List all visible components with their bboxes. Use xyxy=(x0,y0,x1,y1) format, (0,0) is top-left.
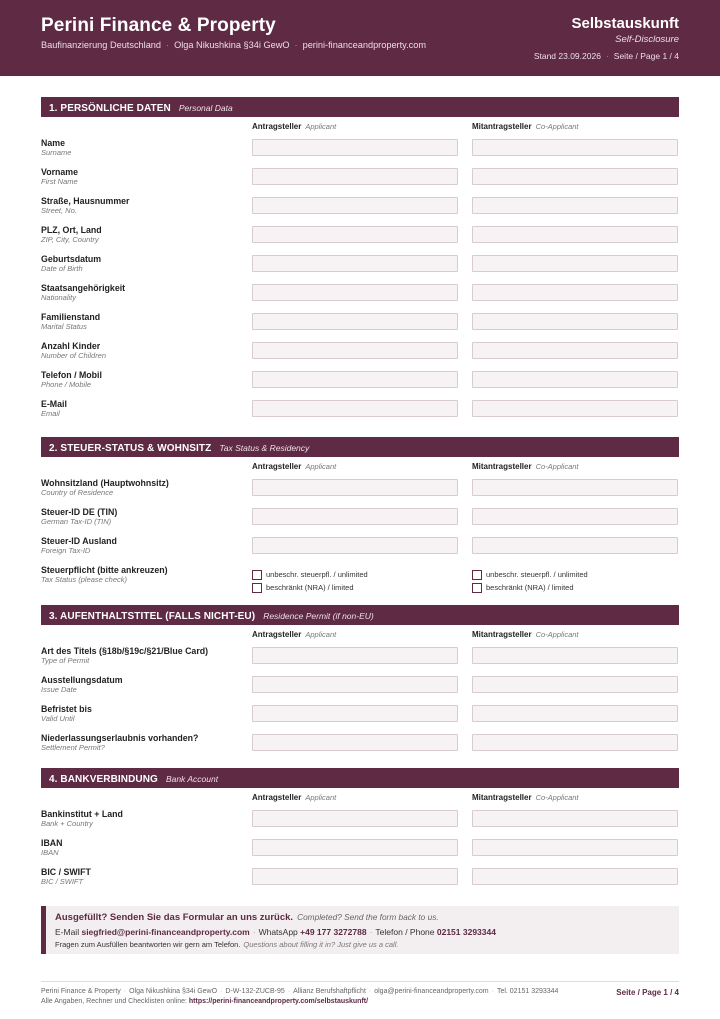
brand-name: Perini Finance & Property xyxy=(41,15,276,36)
coapplicant-input-field[interactable] xyxy=(472,255,678,272)
checkbox-box[interactable] xyxy=(472,583,482,593)
field-label xyxy=(41,225,246,244)
field-label-en: Surname xyxy=(41,148,72,157)
field-label-de: Familienstand xyxy=(41,312,101,322)
checkbox-unlimited-applicant[interactable]: unbeschr. steuerpfl. / unlimited xyxy=(252,568,368,581)
coapplicant-input-field[interactable] xyxy=(472,508,678,525)
doc-page: Seite / Page 1 / 4 xyxy=(613,51,679,61)
field-label-en: ZIP, City, Country xyxy=(41,235,99,244)
field-label xyxy=(41,838,246,857)
field-label xyxy=(41,507,246,526)
column-headers xyxy=(41,788,679,808)
form-row-tax-liability xyxy=(41,564,679,596)
return-form-callout xyxy=(41,906,679,954)
field-label-en: Street, No. xyxy=(41,206,77,215)
applicant-input-field[interactable] xyxy=(252,226,458,243)
field-label-de: Art des Titels (§18b/§19c/§21/Blue Card) xyxy=(41,646,209,656)
coapplicant-input-field[interactable] xyxy=(472,197,678,214)
form-row xyxy=(41,674,679,703)
section-header xyxy=(41,97,679,117)
coapplicant-input-field[interactable] xyxy=(472,400,678,417)
field-label-de: Anzahl Kinder xyxy=(41,341,101,351)
form-row xyxy=(41,311,679,340)
coapplicant-input-field[interactable] xyxy=(472,537,678,554)
field-label-de: Niederlassungserlaubnis vorhanden? xyxy=(41,733,199,743)
applicant-input-field[interactable] xyxy=(252,284,458,301)
field-label xyxy=(41,733,246,752)
applicant-tax-options xyxy=(252,568,368,594)
section-personal-data xyxy=(41,97,679,427)
field-label xyxy=(41,867,246,886)
doc-title: Selbstauskunft xyxy=(571,15,679,32)
field-label xyxy=(41,809,246,828)
field-label-de: Befristet bis xyxy=(41,704,92,714)
field-label xyxy=(41,167,246,186)
applicant-input-field[interactable] xyxy=(252,705,458,722)
form-row xyxy=(41,477,679,506)
field-label-de: Steuer-ID Ausland xyxy=(41,536,117,546)
section-title: 4. BANKVERBINDUNG xyxy=(49,774,158,785)
applicant-input-field[interactable] xyxy=(252,508,458,525)
applicant-input-field[interactable] xyxy=(252,479,458,496)
footer-page-number: Seite / Page 1 / 4 xyxy=(616,988,679,997)
field-label-en: Type of Permit xyxy=(41,656,90,665)
col-head-coapplicant: Mitantragsteller Co-Applicant xyxy=(472,630,579,639)
coapplicant-input-field[interactable] xyxy=(472,139,678,156)
checkbox-limited-applicant[interactable]: beschränkt (NRA) / limited xyxy=(252,581,368,594)
form-row xyxy=(41,253,679,282)
applicant-input-field[interactable] xyxy=(252,313,458,330)
field-label xyxy=(41,399,246,418)
applicant-input-field[interactable] xyxy=(252,537,458,554)
brand-tagline: Baufinanzierung Deutschland xyxy=(41,40,162,50)
applicant-input-field[interactable] xyxy=(252,400,458,417)
col-head-applicant: Antragsteller Applicant xyxy=(252,462,337,471)
applicant-input-field[interactable] xyxy=(252,371,458,388)
coapplicant-input-field[interactable] xyxy=(472,371,678,388)
field-label xyxy=(41,704,246,723)
field-label-en: BIC / SWIFT xyxy=(41,877,84,886)
coapplicant-input-field[interactable] xyxy=(472,342,678,359)
form-row xyxy=(41,837,679,866)
contact-whatsapp-link[interactable]: +49 177 3272788 xyxy=(300,927,367,937)
field-label xyxy=(41,341,246,360)
field-label-de: Wohnsitzland (Hauptwohnsitz) xyxy=(41,478,169,488)
field-label-de: Staatsangehörigkeit xyxy=(41,283,126,293)
coapplicant-input-field[interactable] xyxy=(472,839,678,856)
field-label xyxy=(41,196,246,215)
form-row xyxy=(41,506,679,535)
applicant-input-field[interactable] xyxy=(252,839,458,856)
field-label-en: Phone / Mobile xyxy=(41,380,92,389)
field-label-en: Nationality xyxy=(41,293,77,302)
coapplicant-input-field[interactable] xyxy=(472,705,678,722)
applicant-input-field[interactable] xyxy=(252,342,458,359)
form-row xyxy=(41,808,679,837)
footer-online: Alle Angaben, Rechner und Checklisten online: https://perini-financeandproperty.com/selbstauskunft/ xyxy=(41,998,369,1005)
field-label-en: Number of Children xyxy=(41,351,107,360)
field-label-en: Issue Date xyxy=(41,685,77,694)
checkbox-unlimited-coapplicant[interactable]: unbeschr. steuerpfl. / unlimited xyxy=(472,568,588,581)
section-header xyxy=(41,437,679,457)
field-label-en: Marital Status xyxy=(41,322,87,331)
field-label-de: Bankinstitut + Land xyxy=(41,809,123,819)
form-row xyxy=(41,137,679,166)
field-label-de: Geburtsdatum xyxy=(41,254,102,264)
field-label-en: Bank + Country xyxy=(41,819,93,828)
brand-subline: Baufinanzierung Deutschland · Olga Nikushkina §34i GewO · perini-financeandproperty.com xyxy=(41,40,426,50)
col-head-coapplicant: Mitantragsteller Co-Applicant xyxy=(472,793,579,802)
column-headers xyxy=(41,457,679,477)
coapplicant-input-field[interactable] xyxy=(472,647,678,664)
coapplicant-input-field[interactable] xyxy=(472,734,678,751)
coapplicant-input-field[interactable] xyxy=(472,676,678,693)
contact-phone-link[interactable]: 02151 3293344 xyxy=(436,927,496,937)
section-subtitle: Residence Permit (if non-EU) xyxy=(263,611,374,621)
applicant-input-field[interactable] xyxy=(252,734,458,751)
brand-website[interactable]: perini-financeandproperty.com xyxy=(302,40,426,50)
field-label xyxy=(41,283,246,302)
applicant-input-field[interactable] xyxy=(252,255,458,272)
form-row xyxy=(41,340,679,369)
section-header xyxy=(41,768,679,788)
column-headers xyxy=(41,625,679,645)
coapplicant-input-field[interactable] xyxy=(472,226,678,243)
coapplicant-tax-options xyxy=(472,568,588,594)
doc-subtitle: Self-Disclosure xyxy=(615,34,679,45)
section-subtitle: Bank Account xyxy=(165,774,219,784)
field-label xyxy=(41,138,246,157)
coapplicant-input-field[interactable] xyxy=(472,168,678,185)
form-row xyxy=(41,535,679,564)
section-bank-account xyxy=(41,768,679,895)
field-label-de: IBAN xyxy=(41,838,63,848)
checkbox-box[interactable] xyxy=(252,570,262,580)
footer-email-link[interactable]: olga@perini-financeandproperty.com xyxy=(374,988,489,995)
field-label xyxy=(41,675,246,694)
coapplicant-input-field[interactable] xyxy=(472,313,678,330)
col-head-applicant: Antragsteller Applicant xyxy=(252,122,337,131)
field-label-de: E-Mail xyxy=(41,399,67,409)
coapplicant-input-field[interactable] xyxy=(472,479,678,496)
field-label-de: Telefon / Mobil xyxy=(41,370,102,380)
form-row xyxy=(41,866,679,895)
checkbox-box[interactable] xyxy=(472,570,482,580)
field-label-en: Country of Residence xyxy=(41,488,114,497)
page-footer xyxy=(41,981,679,1005)
form-row xyxy=(41,282,679,311)
form-row xyxy=(41,166,679,195)
form-row xyxy=(41,703,679,732)
applicant-input-field[interactable] xyxy=(252,647,458,664)
field-label xyxy=(41,536,246,555)
field-label-en: First Name xyxy=(41,177,78,186)
form-row xyxy=(41,224,679,253)
checkbox-limited-coapplicant[interactable]: beschränkt (NRA) / limited xyxy=(472,581,588,594)
field-label-en: Valid Until xyxy=(41,714,75,723)
section-subtitle: Personal Data xyxy=(178,103,233,113)
footer-url-link[interactable]: https://perini-financeandproperty.com/selbstauskunft/ xyxy=(188,998,369,1005)
footer-legal: Perini Finance & Property · Olga Nikushkina §34i GewO · D-W-132-ZUCB-95 · Allianz Berufshaftpflicht · olga@perini-financeandproperty.com · Tel. 02151 3293344 xyxy=(41,988,559,995)
field-label-en: German Tax-ID (TIN) xyxy=(41,517,112,526)
field-label-de: Steuer-ID DE (TIN) xyxy=(41,507,118,517)
callout-help: Fragen zum Ausfüllen beantworten wir gern am Telefon. Questions about filling it in? Just give us a call. xyxy=(55,940,399,949)
field-label-en: Email xyxy=(41,409,60,418)
callout-title: Ausgefüllt? Senden Sie das Formular an uns zurück. Completed? Send the form back to us. xyxy=(55,912,439,923)
applicant-input-field[interactable] xyxy=(252,168,458,185)
col-head-coapplicant: Mitantragsteller Co-Applicant xyxy=(472,122,579,131)
field-label-en: IBAN xyxy=(41,848,59,857)
form-row xyxy=(41,398,679,427)
doc-meta: Stand 23.09.2026 · Seite / Page 1 / 4 xyxy=(533,51,679,61)
field-label-de: BIC / SWIFT xyxy=(41,867,91,877)
coapplicant-input-field[interactable] xyxy=(472,868,678,885)
section-title: 2. STEUER-STATUS & WOHNSITZ xyxy=(49,443,212,454)
applicant-input-field[interactable] xyxy=(252,810,458,827)
field-label xyxy=(41,646,246,665)
form-row xyxy=(41,645,679,674)
form-row xyxy=(41,369,679,398)
field-label-en: Settlement Permit? xyxy=(41,743,105,752)
field-label-de: Straße, Hausnummer xyxy=(41,196,130,206)
field-label xyxy=(41,254,246,273)
field-label xyxy=(41,478,246,497)
contact-email-link[interactable]: siegfried@perini-financeandproperty.com xyxy=(81,927,250,937)
brand-advisor: Olga Nikushkina §34i GewO xyxy=(174,40,290,50)
col-head-applicant: Antragsteller Applicant xyxy=(252,793,337,802)
section-title: 3. AUFENTHALTSTITEL (FALLS NICHT-EU) xyxy=(49,611,256,622)
applicant-input-field[interactable] xyxy=(252,197,458,214)
section-residence-permit xyxy=(41,605,679,761)
field-label xyxy=(41,312,246,331)
form-row xyxy=(41,732,679,761)
field-label-en: Foreign Tax-ID xyxy=(41,546,91,555)
section-subtitle: Tax Status & Residency xyxy=(219,443,310,453)
section-tax-status xyxy=(41,437,679,596)
field-label-de: Ausstellungsdatum xyxy=(41,675,123,685)
field-label-de: Name xyxy=(41,138,65,148)
col-head-coapplicant: Mitantragsteller Co-Applicant xyxy=(472,462,579,471)
column-headers xyxy=(41,117,679,137)
col-head-applicant: Antragsteller Applicant xyxy=(252,630,337,639)
page-header xyxy=(0,0,720,76)
applicant-input-field[interactable] xyxy=(252,139,458,156)
field-label xyxy=(41,370,246,389)
doc-date: Stand 23.09.2026 xyxy=(533,51,601,61)
applicant-input-field[interactable] xyxy=(252,676,458,693)
applicant-input-field[interactable] xyxy=(252,868,458,885)
callout-contacts: E-Mail siegfried@perini-financeandproperty.com · WhatsApp +49 177 3272788 · Telefon / Phone 02151 3293344 xyxy=(55,927,496,937)
field-label-de: PLZ, Ort, Land xyxy=(41,225,102,235)
section-header xyxy=(41,605,679,625)
field-label: Steuerpflicht (bitte ankreuzen) Tax Status (please check) xyxy=(41,565,168,584)
coapplicant-input-field[interactable] xyxy=(472,284,678,301)
coapplicant-input-field[interactable] xyxy=(472,810,678,827)
field-label-de: Vorname xyxy=(41,167,78,177)
form-row xyxy=(41,195,679,224)
section-title: 1. PERSÖNLICHE DATEN xyxy=(49,103,171,114)
field-label-en: Date of Birth xyxy=(41,264,83,273)
checkbox-box[interactable] xyxy=(252,583,262,593)
